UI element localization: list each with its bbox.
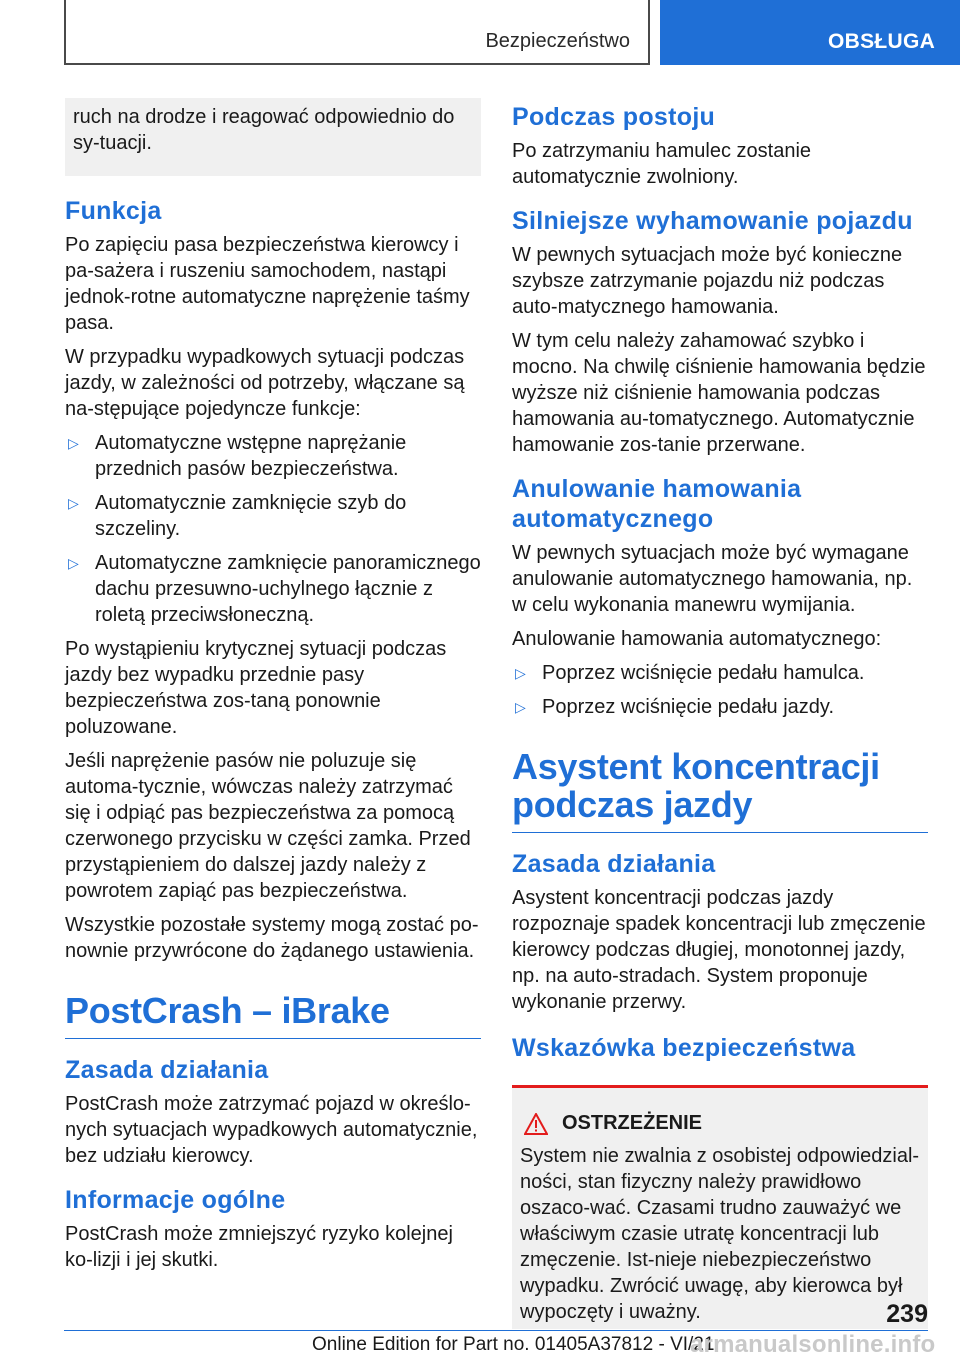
heading-wskazowka: Wskazówka bezpieczeństwa xyxy=(512,1034,856,1062)
triangle-bullet-icon: ▷ xyxy=(515,665,526,681)
warning-box xyxy=(512,1085,928,1329)
triangle-bullet-icon: ▷ xyxy=(68,495,79,511)
list-item: ▷ Automatycznie zamknięcie szyb do szczeliny. xyxy=(68,492,407,540)
heading-zasada-dzialania-2: Zasada działania xyxy=(512,850,716,878)
chapter-tab[interactable]: OBSŁUGA xyxy=(660,0,960,65)
function-list xyxy=(65,430,481,628)
heading-silniejsze-wyhamowanie: Silniejsze wyhamowanie pojazdu xyxy=(512,207,913,235)
warning-label: OSTRZEŻENIE xyxy=(562,1112,703,1134)
heading-asystent-koncentracji: Asystent koncentracji podczas jazdy xyxy=(512,748,928,833)
header-frame xyxy=(64,0,650,65)
warning-text: System nie zwalnia z osobistej odpowiedzial-ności, stan fizyczny należy prawidłowo oszaco-wać. Czasami trudno zauważyć we właściwym czasie utratę koncentracji lub zmęczenie. Ist-nieje niebezpieczeństwo wypadku. Zwrócić uwagę, aby kierowca był wypoczęty i uważny. xyxy=(520,1145,920,1323)
heading-podczas-postoju: Podczas postoju xyxy=(512,103,716,131)
section-title: Bezpieczeństwo xyxy=(485,30,630,52)
heading-zasada-dzialania: Zasada działania xyxy=(65,1056,269,1084)
paragraph: W tym celu należy zahamować szybko i mocno. Na chwilę ciśnienie hamowania będzie wyższe niż ciśnienie hamowania podczas hamowania au-tomatycznego. Automatycznie hamowanie zos-tanie przerwane. xyxy=(512,330,926,456)
right-column xyxy=(512,98,928,1329)
paragraph: W przypadku wypadkowych sytuacji podczas jazdy, w zależności od potrzeby, włączane są na-stępujące pojedyncze funkcje: xyxy=(65,346,465,420)
continued-note: ruch na drodze i reagować odpowiednio do sy-tuacji. xyxy=(65,98,481,176)
watermark: armanualsonline.info xyxy=(690,1331,936,1358)
heading-postcrash: PostCrash – iBrake xyxy=(65,992,481,1039)
heading-funkcja: Funkcja xyxy=(65,197,162,225)
list-item: ▷ Poprzez wciśnięcie pedału jazdy. xyxy=(515,696,835,718)
paragraph: PostCrash może zatrzymać pojazd w określo-nych sytuacjach wypadkowych automatycznie, bez udziału kierowcy. xyxy=(65,1093,478,1167)
heading-anulowanie: Anulowanie hamowania automatycznego xyxy=(512,475,802,533)
page-number: 239 xyxy=(886,1300,928,1328)
paragraph: Anulowanie hamowania automatycznego: xyxy=(512,628,882,650)
cancel-list xyxy=(512,660,928,720)
heading-informacje-ogolne: Informacje ogólne xyxy=(65,1186,286,1214)
triangle-bullet-icon: ▷ xyxy=(515,699,526,715)
triangle-bullet-icon: ▷ xyxy=(68,555,79,571)
triangle-bullet-icon: ▷ xyxy=(68,435,79,451)
paragraph: W pewnych sytuacjach może być konieczne szybsze zatrzymanie pojazdu niż podczas auto-matycznego hamowania. xyxy=(512,244,903,318)
warning-triangle-icon xyxy=(524,1113,548,1135)
paragraph: Po zatrzymaniu hamulec zostanie automatycznie zwolniony. xyxy=(512,140,812,188)
paragraph: Jeśli naprężenie pasów nie poluzuje się automa-tycznie, wówczas należy zatrzymać się i odpiąć pas bezpieczeństwa za pomocą czerwonego przycisku w części zamka. Przed przystąpieniem do dalszej jazdy należy z powrotem zapiąć pas bezpieczeństwa. xyxy=(65,750,471,902)
left-column xyxy=(65,98,481,1281)
paragraph: PostCrash może zmniejszyć ryzyko kolejnej ko-lizji i jej skutki. xyxy=(65,1223,453,1271)
list-item: ▷ Poprzez wciśnięcie pedału hamulca. xyxy=(515,662,865,684)
paragraph: Wszystkie pozostałe systemy mogą zostać po-nownie przywrócone do żądanego ustawienia. xyxy=(65,914,479,962)
paragraph: Po zapięciu pasa bezpieczeństwa kierowcy i pa-sażera i ruszeniu samochodem, nastąpi jednok-rotne automatyczne naprężenie taśmy pasa. xyxy=(65,234,470,334)
paragraph: Asystent koncentracji podczas jazdy rozpoznaje spadek koncentracji lub zmęczenie kierowcy podczas długiej, monotonnej jazdy, np. na auto-stradach. System proponuje wykonanie przerwy. xyxy=(512,887,926,1013)
list-item: ▷ Automatyczne zamknięcie panoramicznego dachu przesuwno-uchylnego łącznie z roletą przeciwsłoneczną. xyxy=(68,552,481,626)
edition-info: Online Edition for Part no. 01405A37812 - VI/21 xyxy=(312,1334,715,1355)
paragraph: Po wystąpieniu krytycznej sytuacji podczas jazdy bez wypadku przednie pasy bezpieczeństwa zos-taną ponownie poluzowane. xyxy=(65,638,447,738)
list-item: ▷ Automatyczne wstępne naprężanie przednich pasów bezpieczeństwa. xyxy=(68,432,407,480)
paragraph: W pewnych sytuacjach może być wymagane anulowanie automatycznego hamowania, np. w celu wykonania manewru wymijania. xyxy=(512,542,913,616)
warning-header xyxy=(520,1112,920,1135)
